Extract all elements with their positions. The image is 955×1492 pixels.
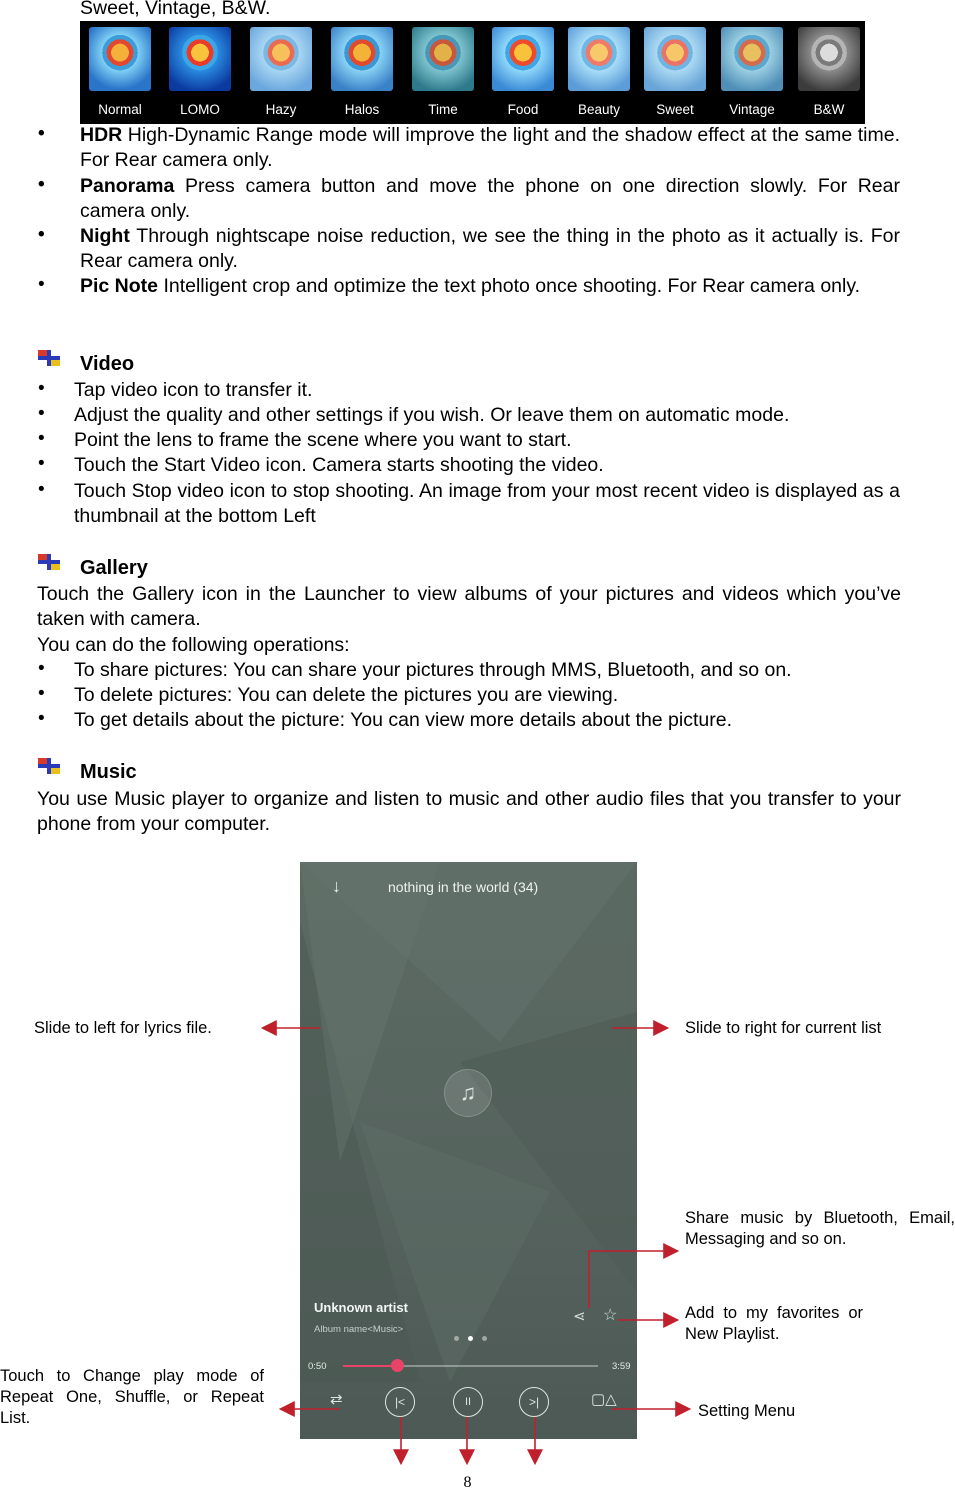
annotation-settings: Setting Menu xyxy=(698,1402,796,1420)
gallery-item: To share pictures: You can share your pictures through MMS, Bluetooth, and so on. xyxy=(74,659,792,681)
artist-name: Unknown artist xyxy=(314,1300,408,1315)
mode-text: Intelligent crop and optimize the text photo once shooting. For Rear camera only. xyxy=(158,275,861,297)
music-intro: You use Music player to organize and listen to music and other audio files that you transfer to your phone from your computer. xyxy=(37,788,901,835)
bullet: • xyxy=(38,708,45,729)
mode-text: High-Dynamic Range mode will improve the light and the shadow effect at the same time. For Rear camera only. xyxy=(80,124,900,171)
mode-text: Press camera button and move the phone on one direction slowly. For Rear camera only. xyxy=(80,175,900,222)
bullet: • xyxy=(38,274,45,295)
video-item: Touch Stop video icon to stop shooting. An image from your most recent video is displayed as a thumbnail at the bottom Left xyxy=(74,480,900,527)
mode-term: HDR xyxy=(80,124,123,146)
settings-menu-icon[interactable]: ▢△ xyxy=(591,1391,617,1408)
bullet: • xyxy=(38,123,45,144)
annotation-share: Share music by Bluetooth, Email, Messaging and so on. xyxy=(685,1209,955,1248)
mode-term: Night xyxy=(80,225,130,247)
annotation-play-mode: Touch to Change play mode of Repeat One, Shuffle, or Repeat List. xyxy=(0,1367,264,1427)
filter-label: Sweet xyxy=(656,102,694,117)
filter-label: Beauty xyxy=(577,102,621,117)
favorite-star-icon[interactable]: ☆ xyxy=(603,1307,618,1324)
video-item: Tap video icon to transfer it. xyxy=(74,379,313,401)
share-icon[interactable]: ⋖ xyxy=(573,1308,586,1325)
filter-label: Hazy xyxy=(265,102,297,117)
mode-text: Through nightscape noise reduction, we see the thing in the photo as it actually is. For Rear camera only. xyxy=(80,225,900,272)
filter-label: Food xyxy=(507,102,539,117)
filter-label: Time xyxy=(428,102,458,117)
bullet: • xyxy=(38,453,45,474)
playlist-title: nothing in the world (34) xyxy=(388,879,539,895)
annotation-current-list: Slide to right for current list xyxy=(685,1019,882,1037)
video-heading: Video xyxy=(80,353,135,375)
filter-label: Vintage xyxy=(729,102,775,117)
page-number: 8 xyxy=(463,1474,472,1491)
album-name: Album name<Music> xyxy=(314,1324,404,1335)
mode-term: Panorama xyxy=(80,175,175,197)
filter-label: B&W xyxy=(813,102,845,117)
repeat-mode-icon[interactable]: ⇄ xyxy=(330,1391,343,1408)
gallery-intro: Touch the Gallery icon in the Launcher to view albums of your pictures and videos which you’ve taken with camera. xyxy=(37,583,901,630)
intro-line: Sweet, Vintage, B&W. xyxy=(80,0,271,19)
arrow-share xyxy=(589,1251,676,1308)
bullet: • xyxy=(38,403,45,424)
bullet: • xyxy=(38,683,45,704)
duration-time: 3:59 xyxy=(612,1361,631,1372)
gallery-item: To delete pictures: You can delete the pictures you are viewing. xyxy=(74,684,619,706)
filter-label: Halos xyxy=(344,102,380,117)
bullet: • xyxy=(38,658,45,679)
bullet: • xyxy=(38,378,45,399)
mode-term: Pic Note xyxy=(80,275,159,297)
gallery-ops-intro: You can do the following operations: xyxy=(37,634,350,656)
bullet: • xyxy=(38,174,45,195)
previous-button[interactable]: |< xyxy=(385,1387,415,1417)
video-item: Adjust the quality and other settings if you wish. Or leave them on automatic mode. xyxy=(74,404,790,426)
annotation-favorites: Add to my favorites or New Playlist. xyxy=(685,1304,863,1343)
video-item: Point the lens to frame the scene where you want to start. xyxy=(74,429,572,451)
bullet: • xyxy=(38,428,45,449)
filter-label: Normal xyxy=(98,102,142,117)
music-note-icon: ♫ xyxy=(444,1069,492,1117)
annotation-lyrics: Slide to left for lyrics file. xyxy=(34,1019,212,1037)
pause-button[interactable]: II xyxy=(453,1387,483,1417)
bullet: • xyxy=(38,479,45,500)
video-item: Touch the Start Video icon. Camera starts shooting the video. xyxy=(74,454,604,476)
gallery-item: To get details about the picture: You can view more details about the picture. xyxy=(74,709,733,731)
music-heading: Music xyxy=(80,761,137,783)
elapsed-time: 0:50 xyxy=(308,1361,327,1372)
filter-label: LOMO xyxy=(180,102,220,117)
collapse-icon[interactable]: ↓ xyxy=(332,876,341,896)
next-button[interactable]: >| xyxy=(519,1387,549,1417)
bullet: • xyxy=(38,224,45,245)
gallery-heading: Gallery xyxy=(80,557,148,579)
